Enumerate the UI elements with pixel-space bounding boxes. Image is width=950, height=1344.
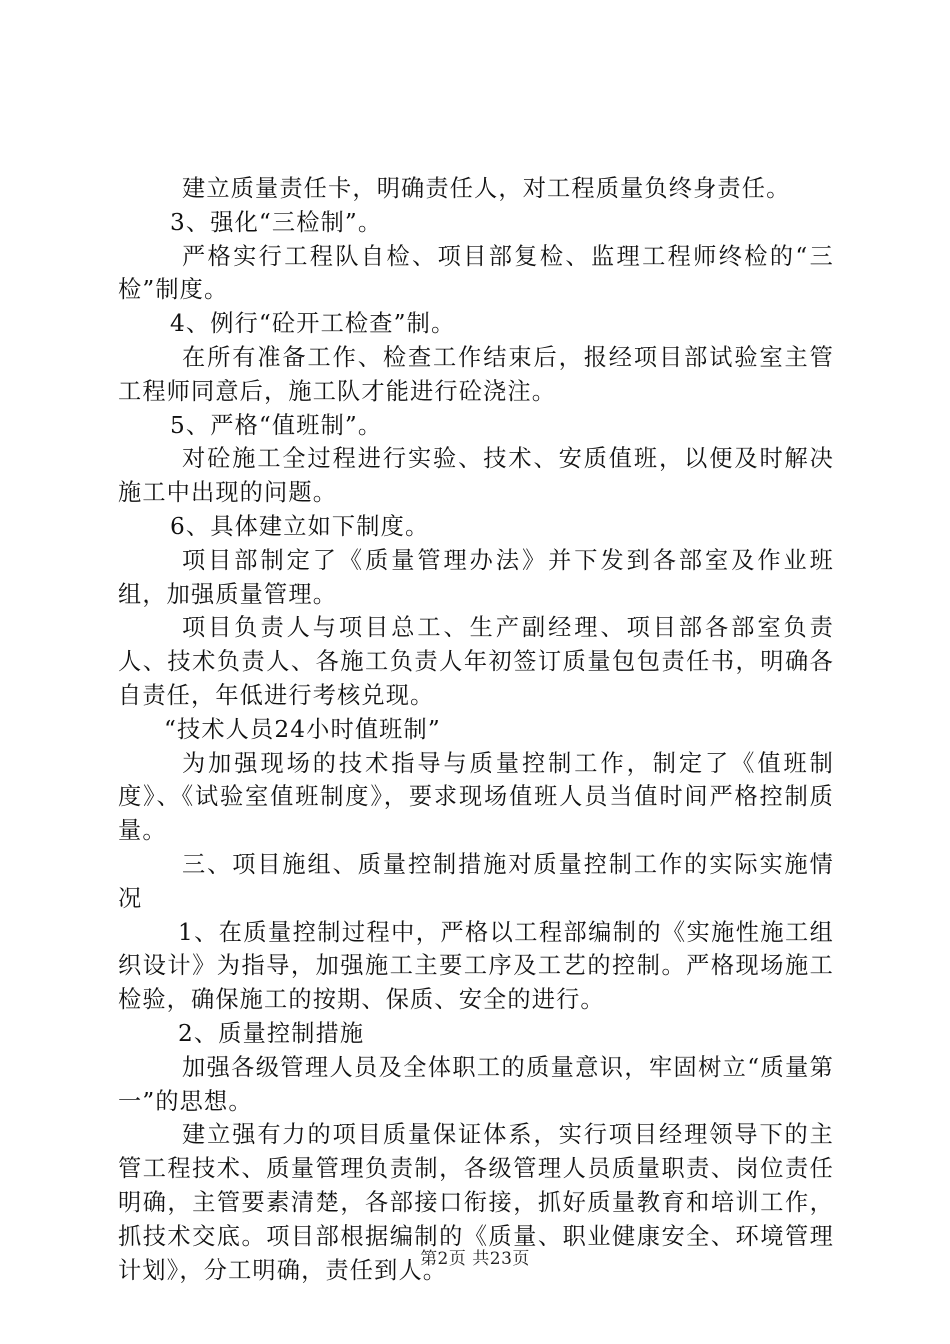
heading-2-quality: 2、质量控制措施: [178, 1019, 365, 1047]
paragraph-10: 项目负责人与项目总工、生产副经理、项目部各部室负责人、技术负责人、各施工负责人年初签订质量包包责任书，明确各自责任，年低进行考核兑现。: [118, 614, 834, 709]
section-heading-3: 三、项目施组、质量控制措施对质量控制工作的实际实施情况: [118, 850, 834, 912]
paragraph-7: 对砼施工全过程进行实验、技术、安质值班，以便及时解决施工中出现的问题。: [118, 445, 834, 507]
paragraph-12: 为加强现场的技术指导与质量控制工作，制定了《值班制度》、《试验室值班制度》，要求现场值班人员当值时间严格控制质量。: [118, 749, 834, 845]
paragraph-11: “技术人员24小时值班制”: [164, 715, 441, 743]
heading-4: 4、例行“砼开工检查”制。: [170, 310, 456, 338]
paragraph-9: 项目部制定了《质量管理办法》并下发到各部室及作业班组，加强质量管理。: [118, 546, 834, 608]
heading-3: 3、强化“三检制”。: [170, 208, 383, 236]
paragraph-3: 严格实行工程队自检、项目部复检、监理工程师终检的“三检”制度。: [118, 242, 834, 304]
page-footer: 第2页 共23页: [420, 1249, 530, 1269]
heading-5: 5、严格“值班制”。: [170, 411, 383, 439]
paragraph-5: 在所有准备工作、检查工作结束后，报经项目部试验室主管工程师同意后，施工队才能进行砼浇注。: [118, 343, 834, 405]
paragraph-16: 加强各级管理人员及全体职工的质量意识，牢固树立“质量第一”的思想。: [118, 1053, 834, 1115]
heading-6: 6、具体建立如下制度。: [170, 512, 430, 540]
paragraph-17: 建立强有力的项目质量保证体系，实行项目经理领导下的主管工程技术、质量管理负责制，各级管理人员质量职责、岗位责任明确，主管要素清楚，各部接口衔接，抓好质量教育和培训工作，抓技术交底。项目部根据编制的《质量、职业健康安全、环境管理计划》，分工明确，责任到人。: [118, 1121, 834, 1284]
document-body: [118, 172, 834, 1287]
paragraph-1: 建立质量责任卡，明确责任人，对工程质量负终身责任。: [182, 175, 791, 202]
paragraph-14: 1、在质量控制过程中，严格以工程部编制的《实施性施工组织设计》为指导，加强施工主要工序及工艺的控制。严格现场施工检验，确保施工的按期、保质、安全的进行。: [118, 918, 834, 1014]
